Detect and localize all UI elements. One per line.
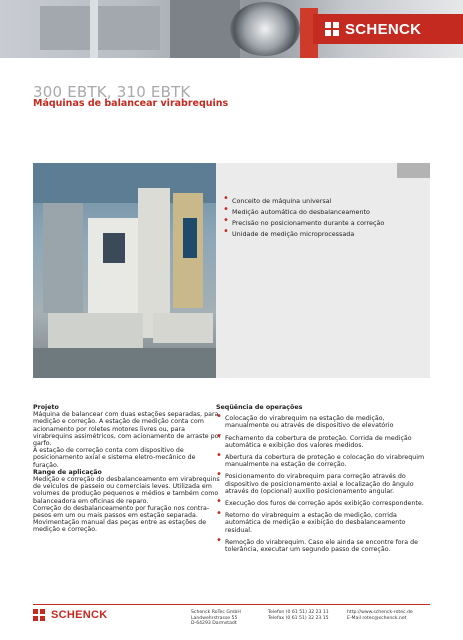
telephone: Telefon (0 61 51) 32 23 11: [268, 610, 329, 615]
application-heading: Range de aplicação: [33, 468, 102, 476]
brand-name: SCHENCK: [345, 20, 422, 38]
list-item: • Medição automática do desbalanceamento: [223, 208, 421, 216]
footer-divider: [33, 604, 430, 605]
telefax: Telefax (0 61 51) 32 23 15: [268, 615, 329, 621]
footer-logo: [33, 609, 108, 621]
project-heading: Projeto: [33, 404, 59, 411]
website-link[interactable]: http://www.schenck-rotec.de: [347, 610, 413, 615]
city: D-64293 Darmstadt: [191, 621, 237, 627]
project-text: A estação de correção conta com dispositivo de posicionamento axial e sistema eletro-mecânico de furação.: [33, 447, 196, 469]
footer-contact: [347, 610, 432, 621]
page-title: 300 EBTK, 310 EBTK: [33, 83, 191, 101]
list-item: • Remoção do virabrequim. Caso ele ainda se encontre fora de tolerância, executar um segundo passo de correção.: [216, 539, 428, 553]
list-item: • Posicionamento do virabrequim para correção através do dispositivo de posicionamento axial e localização do ângulo através do (opcional) auxílio posicionamento angular.: [216, 473, 428, 495]
operations-column: [216, 404, 428, 558]
list-item: • Colocação do virabrequim na estação de medição, manualmente ou através de dispositivo de elevatório: [216, 415, 428, 429]
list-item: • Abertura da cobertura de proteção e colocação do virabrequim manualmente na estação de correção.: [216, 454, 428, 468]
operations-list: [216, 415, 428, 553]
list-item: • Execução dos furos de correção após exibição correspondente.: [216, 500, 428, 507]
feature-list: [223, 197, 421, 241]
machine-photo: [33, 163, 216, 378]
application-text: Correção do desbalanceamento por furação nos contra-pesos em um ou mais passos em estação separada. Movimentação manual das peças entre as estações de medição e correção.: [33, 504, 210, 534]
footer-address: [191, 610, 271, 627]
company-name: Schenck RoTec GmbH: [191, 610, 241, 615]
footer-phone: [268, 610, 348, 621]
list-item: • Fechamento da cobertura de proteção. Corrida de medição automática e exibição dos valores medidos.: [216, 435, 428, 449]
list-item: • Unidade de medição microprocessada: [223, 230, 421, 238]
schenck-logo-icon: [33, 609, 45, 621]
brand-name: SCHENCK: [51, 609, 108, 621]
page-subtitle: Máquinas de balancear virabrequins: [33, 98, 229, 109]
description-column: [33, 404, 223, 534]
application-text: Medição e correção do desbalanceamento em virabrequins de veículos de passeio ou comerciais leves. Utilizada em volumes de produção pequenos e médios e também como balanceadora em oficinas de reparo.: [33, 476, 220, 505]
list-item: • Conceito de máquina universal: [223, 197, 421, 205]
street: Landwehrstrasse 55: [191, 615, 238, 621]
project-text: Máquina de balancear com duas estações separadas, para medição e correção. A estação de medição conta com acionamento por roletes motores livres ou, para virabrequins assimétricos, com acionamento de arraste por garfo.: [33, 411, 222, 448]
schenck-logo: [313, 14, 463, 44]
list-item: • Retorno do virabrequim a estação de medição, corrida automática de medição e exibição do desbalanceamento residual.: [216, 512, 428, 534]
list-item: • Precisão no posicionamento durante a correção: [223, 219, 421, 227]
schenck-logo-icon: [325, 22, 339, 36]
operations-heading: Seqüência de operações: [216, 404, 303, 411]
email-link[interactable]: E-Mail rotec@schenck.net: [347, 615, 407, 621]
panel-strip: [397, 163, 430, 178]
